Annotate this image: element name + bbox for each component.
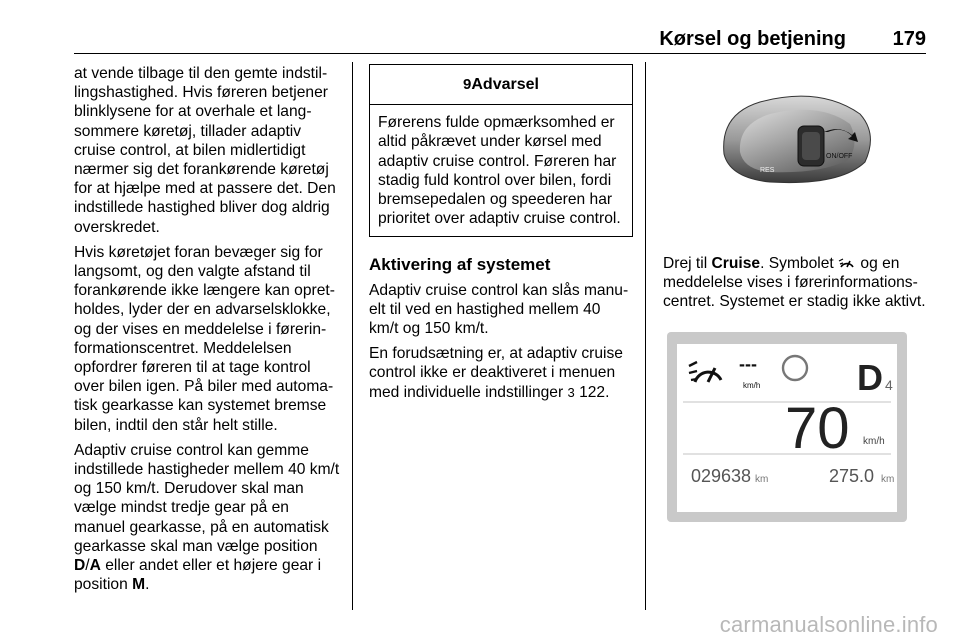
current-speed: 70 bbox=[785, 395, 850, 461]
current-speed-unit: km/h bbox=[863, 435, 885, 447]
paragraph: En forudsætning er, at adaptiv cruise control ikke er deaktiveret i menuen med individuelle indstillinger 3 122. bbox=[369, 345, 623, 401]
set-speed-unit: km/h bbox=[743, 380, 761, 390]
odometer-value: 029638 bbox=[691, 465, 752, 486]
page-reference-icon: 3 bbox=[567, 384, 575, 400]
page-header bbox=[74, 28, 926, 54]
section-title: Aktivering af systemet bbox=[369, 255, 551, 275]
gear-number: 4 bbox=[885, 376, 893, 393]
warning-header bbox=[370, 65, 632, 105]
trip-value: 275.0 bbox=[829, 465, 875, 486]
warning-box bbox=[369, 64, 633, 237]
column-3 bbox=[663, 64, 927, 522]
warning-icon: 9 bbox=[463, 76, 472, 93]
paragraph: Adaptiv cruise control kan gemme indstillede hastigheder mellem 40 km/t og 150 km/t. Derudover skal man vælge mindst tredje gear på en manuel gearkasse, på en automatisk gearkasse skal man vælge position D/A eller andet eller et højere gear i position M. bbox=[74, 441, 340, 594]
paragraph: at vende tilbage til den gemte indstillingshastighed. Hvis føreren betjener blinklysene for at overhale et langsommere køretøj, tillader adaptiv cruise control, at bilen midlertidigt nærmer sig det forankørende køretøj for at hjælpe med at passere det. Den indstillede hastighed bliver dog aldrig overskredet. bbox=[74, 65, 336, 236]
column-1 bbox=[74, 64, 344, 600]
column-2 bbox=[369, 64, 633, 408]
paragraph: Adaptiv cruise control kan slås manuelt til ved en hastighed mellem 40 km/t og 150 km/t. bbox=[369, 281, 629, 338]
set-speed-value: --- bbox=[739, 353, 757, 374]
res-label: RES bbox=[760, 167, 775, 174]
column-divider-1 bbox=[352, 62, 353, 610]
warning-text: Førerens fulde opmærksomhed er altid påkrævet under kørsel med adaptiv cruise control. Føreren har stadig fuld kontrol over bilen, fordi bremsepedalen og speederen har prioritet over adaptiv cruise control. bbox=[378, 114, 621, 228]
cruise-symbol-icon bbox=[838, 255, 856, 271]
paragraph: Hvis køretøjet foran bevæger sig for langsomt, og den valgte afstand til forankørende ikke længere kan opretholdes, lyder der en advarselsklokke, og der vises en meddelelse i førerinformationscentret. Meddelelsen opfordrer føreren til at tage kontrol over bilen igen. På biler med automatisk gearkasse kan systemet bremse bilen, indtil den står helt stille. bbox=[74, 243, 335, 434]
column-divider-2 bbox=[645, 62, 646, 610]
gear-indicator: D bbox=[857, 356, 883, 398]
warning-title: Advarsel bbox=[471, 76, 539, 93]
watermark: carmanualsonline.info bbox=[719, 612, 938, 637]
on-off-label: ON/OFF bbox=[826, 153, 853, 160]
paragraph: Drej til Cruise. Symbolet og en meddelelse vises i førerinformationscentret. Systemet er stadig ikke aktivt. bbox=[663, 255, 926, 311]
instrument-cluster-display bbox=[667, 332, 907, 522]
odometer-unit: km bbox=[755, 473, 769, 485]
page-number: 179 bbox=[892, 28, 926, 50]
trip-unit: km bbox=[881, 473, 895, 485]
cruise-lever-illustration bbox=[710, 74, 880, 194]
header-title: Kørsel og betjening bbox=[659, 28, 846, 50]
